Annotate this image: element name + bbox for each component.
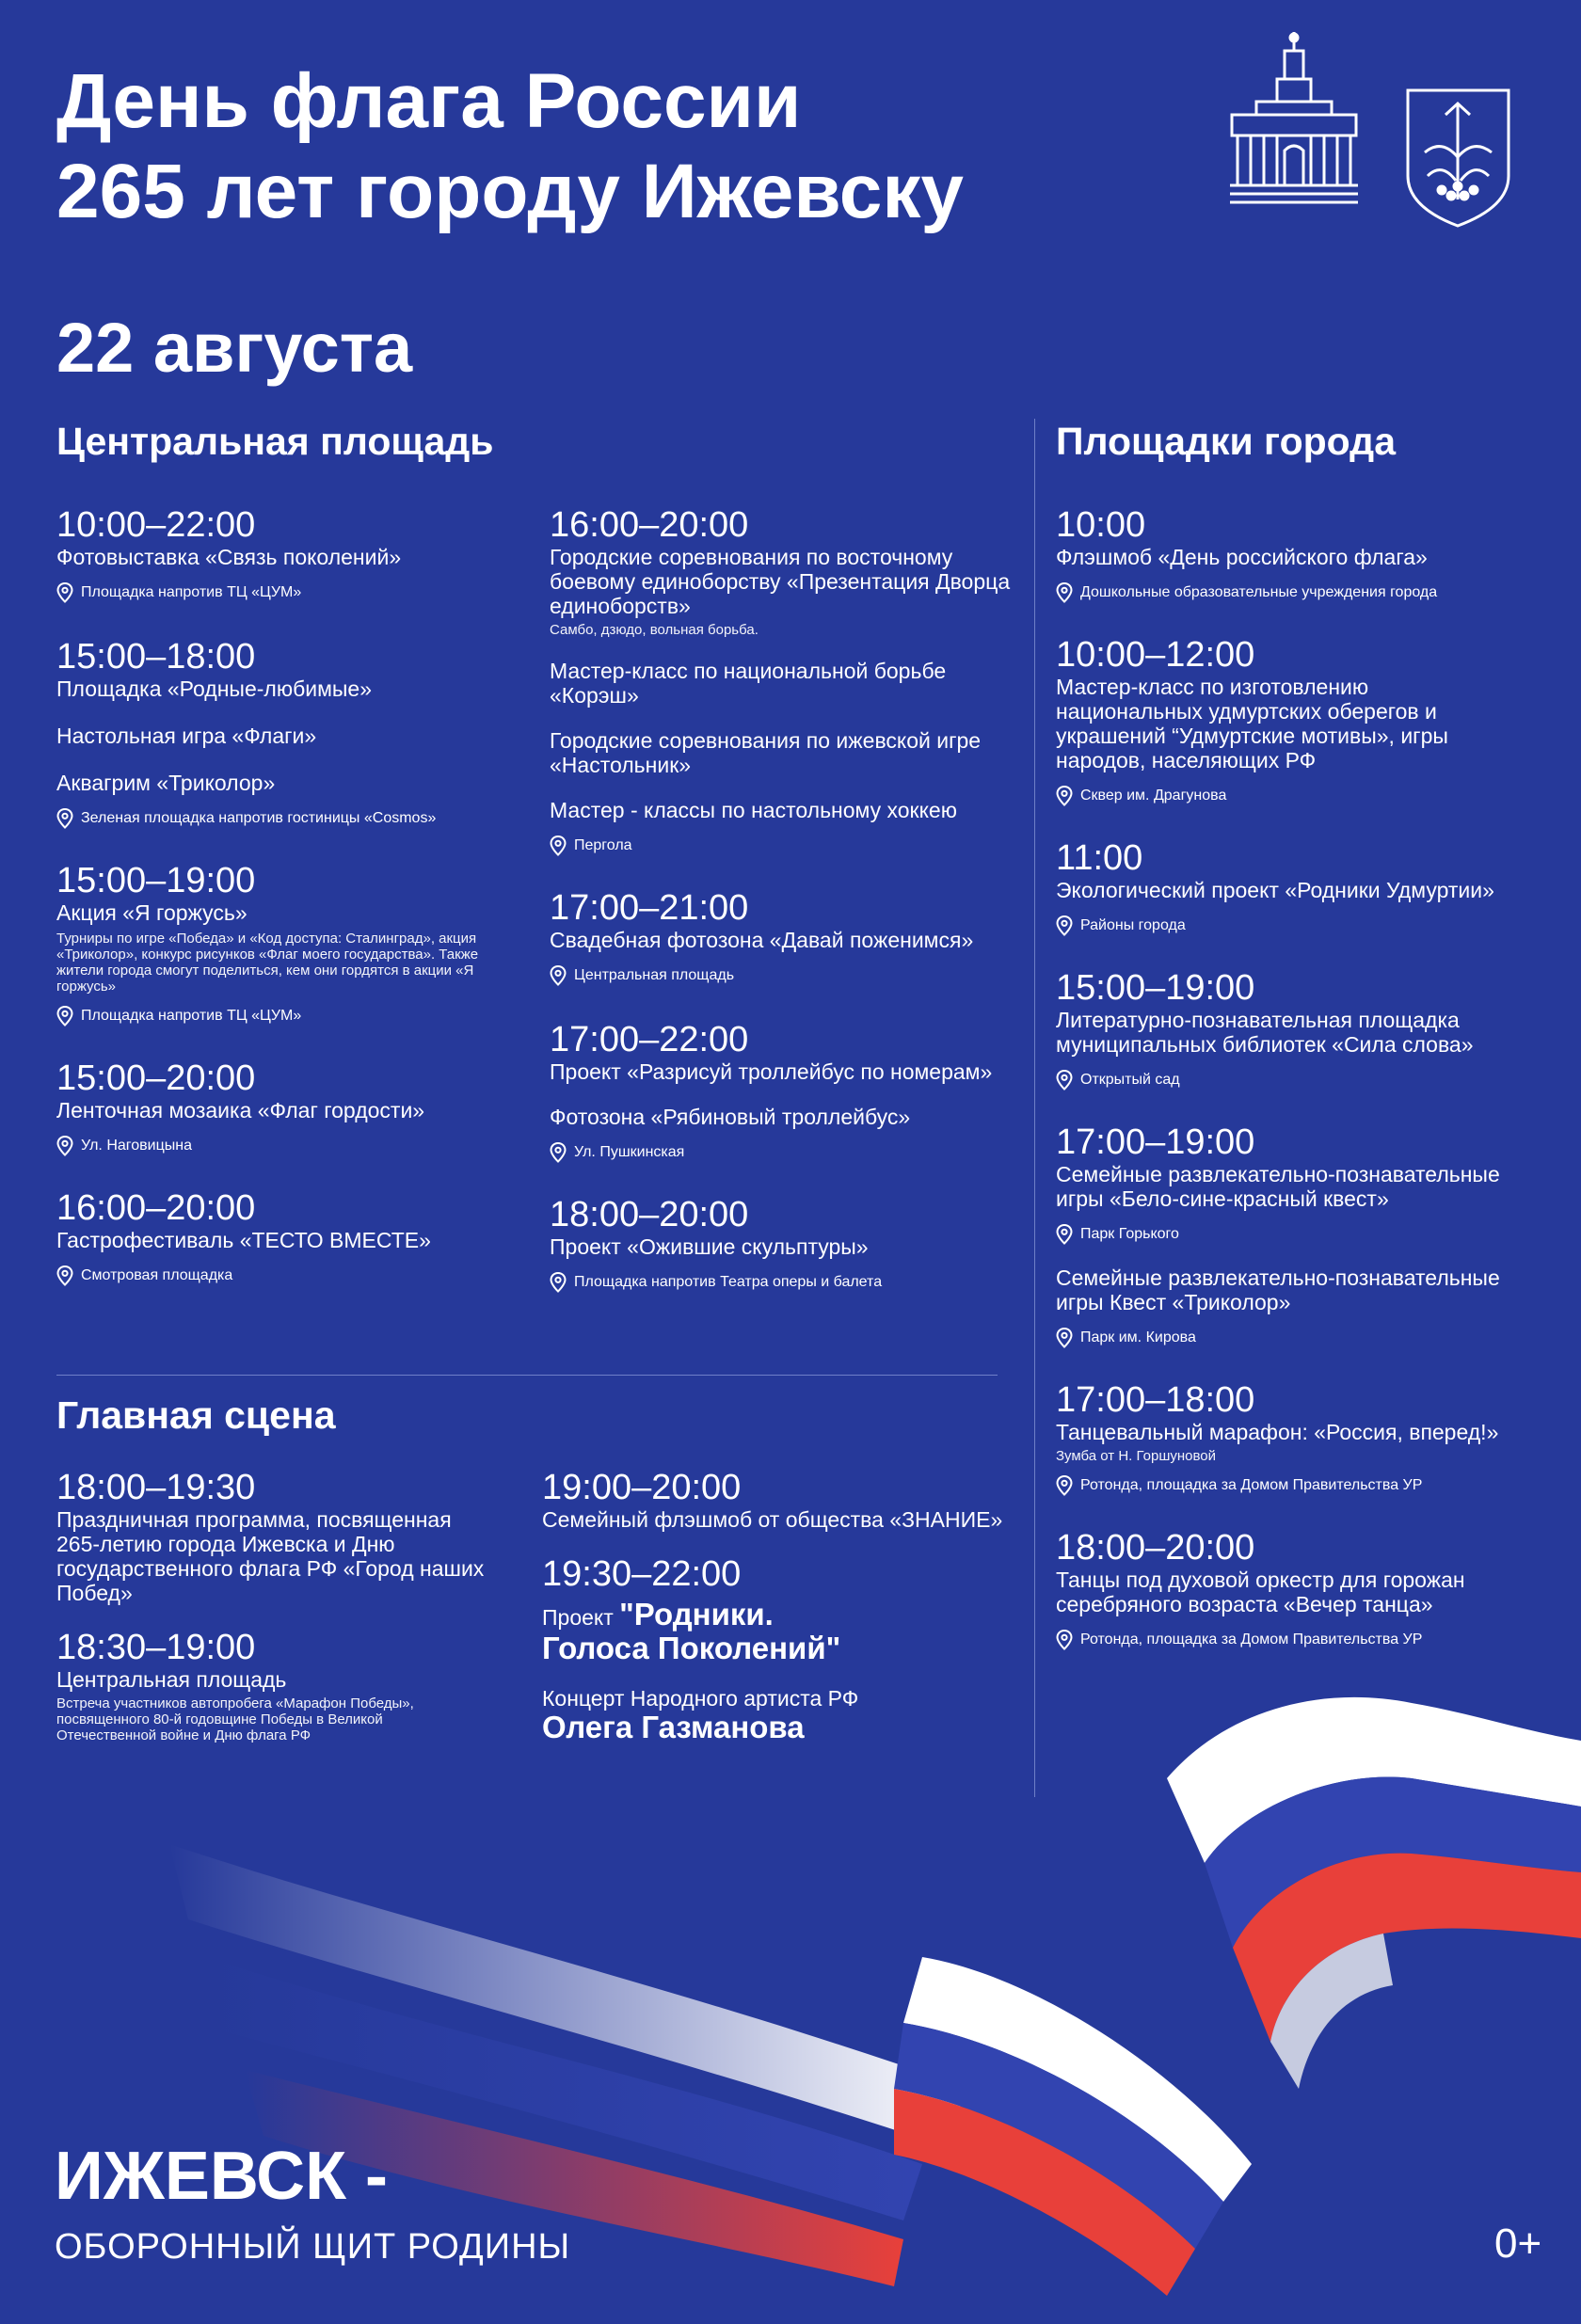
project-title xyxy=(542,1598,1013,1632)
schedule-item xyxy=(1056,968,1545,1090)
event-note: Турниры по игре «Победа» и «Код доступа: Сталинград», акция «Триколор», конкурс рисунков «Флаг моего государства». Также жители города смогут поделиться, кем они гордятся в акции «Я горжусь» xyxy=(56,931,479,995)
event-location xyxy=(1056,1630,1545,1650)
event-location xyxy=(550,965,1020,986)
event-time: 18:00–20:00 xyxy=(550,1195,749,1234)
event-location xyxy=(1056,1224,1545,1245)
location-text: Ротонда, площадка за Домом Правительства УР xyxy=(1080,1632,1423,1647)
event-note: Зумба от Н. Горшуновой xyxy=(1056,1448,1216,1464)
event-time: 10:00 xyxy=(1056,505,1146,545)
schedule-item xyxy=(56,1059,508,1156)
city-coat-of-arms-icon xyxy=(1404,87,1512,228)
event-location xyxy=(56,582,508,603)
event-title: Семейный флэшмоб от общества «ЗНАНИЕ» xyxy=(542,1507,1003,1532)
event-location xyxy=(56,1136,508,1156)
event-time: 18:30–19:00 xyxy=(56,1628,256,1667)
location-text: Пергола xyxy=(574,837,632,853)
footer-title: ИЖЕВСК - xyxy=(55,2139,389,2214)
city-venues-title: Площадки города xyxy=(1056,420,1397,463)
location-text: Площадка напротив ТЦ «ЦУМ» xyxy=(81,584,302,600)
schedule-item xyxy=(550,505,1020,856)
event-title: Мастер-класс по национальной борьбе «Корэш» xyxy=(550,659,947,708)
event-title: Семейные развлекательно-познавательные игры «Бело-сине-красный квест» xyxy=(1056,1162,1500,1211)
event-title: Ленточная мозаика «Флаг гордости» xyxy=(56,1098,425,1122)
location-pin-icon xyxy=(56,1265,73,1286)
artist-name: Олега Газманова xyxy=(542,1710,805,1744)
event-location xyxy=(56,1265,508,1286)
event-location xyxy=(1056,915,1545,936)
schedule-item xyxy=(1056,1528,1545,1650)
location-pin-icon xyxy=(550,965,567,986)
schedule-item xyxy=(1056,838,1545,936)
event-location xyxy=(1056,1475,1545,1496)
event-time: 18:00–20:00 xyxy=(1056,1528,1255,1568)
concert-text: Концерт Народного артиста РФ xyxy=(542,1686,859,1711)
schedule-item xyxy=(542,1468,1013,1532)
column-divider xyxy=(1034,419,1035,1797)
event-location xyxy=(1056,582,1545,603)
event-location xyxy=(1056,1328,1545,1348)
event-title: Мастер-класс по изготовлению национальных удмуртских оберегов и украшений “Удмуртские мотивы», игры народов, населяющих РФ xyxy=(1056,675,1448,772)
event-time: 15:00–19:00 xyxy=(1056,968,1255,1008)
title-line-2: 265 лет городу Ижевску xyxy=(56,149,964,234)
event-title: Фотовыставка «Связь поколений» xyxy=(56,545,402,569)
event-title: Городские соревнования по восточному боевому единоборству «Презентация Дворца единоборств» xyxy=(550,545,1011,618)
event-title: Танцы под духовой оркестр для горожан серебряного возраста «Вечер танца» xyxy=(1056,1568,1465,1616)
location-pin-icon xyxy=(550,1272,567,1293)
location-pin-icon xyxy=(56,808,73,829)
location-text: Ул. Пушкинская xyxy=(574,1144,685,1160)
event-title: Семейные развлекательно-познавательные игры Квест «Триколор» xyxy=(1056,1265,1500,1314)
location-pin-icon xyxy=(550,1142,567,1163)
schedule-item xyxy=(550,1195,1020,1293)
schedule-item xyxy=(56,1188,508,1286)
event-location xyxy=(56,1006,508,1027)
building-emblem-icon xyxy=(1228,30,1360,214)
city-column xyxy=(1056,505,1545,1650)
location-text: Ул. Наговицына xyxy=(81,1138,192,1154)
location-pin-icon xyxy=(1056,915,1073,936)
schedule-item xyxy=(56,861,508,1027)
schedule-item xyxy=(1056,1122,1545,1348)
event-location xyxy=(1056,786,1545,806)
schedule-item xyxy=(550,1020,1020,1163)
schedule-item xyxy=(1056,505,1545,603)
title-line-1: День флага России xyxy=(56,58,802,144)
event-location xyxy=(550,1272,1020,1293)
footer-subtitle: ОБОРОННЫЙ ЩИТ РОДИНЫ xyxy=(55,2227,571,2267)
event-title: Акция «Я горжусь» xyxy=(56,900,248,925)
location-pin-icon xyxy=(1056,1630,1073,1650)
event-time: 11:00 xyxy=(1056,838,1143,878)
event-time: 16:00–20:00 xyxy=(56,1188,256,1228)
location-pin-icon xyxy=(1056,582,1073,603)
location-text: Районы города xyxy=(1080,917,1186,933)
project-name-line2: Голоса Поколений" xyxy=(542,1631,841,1665)
event-location xyxy=(1056,1070,1545,1090)
event-time: 10:00–22:00 xyxy=(56,505,256,545)
project-name: "Родники. xyxy=(619,1597,774,1632)
event-date: 22 августа xyxy=(56,309,413,387)
location-pin-icon xyxy=(1056,1475,1073,1496)
schedule-item xyxy=(56,1468,508,1605)
location-pin-icon xyxy=(1056,1224,1073,1245)
event-location xyxy=(56,808,508,829)
event-title: Праздничная программа, посвященная 265-летию города Ижевска и Дню государственного флага РФ «Город наших Побед» xyxy=(56,1507,485,1605)
event-title: Настольная игра «Флаги» xyxy=(56,724,317,748)
location-text: Центральная площадь xyxy=(574,967,735,983)
event-time: 17:00–21:00 xyxy=(550,888,749,928)
main-stage-title: Главная сцена xyxy=(56,1393,336,1437)
age-rating-badge: 0+ xyxy=(1494,2221,1542,2267)
event-time: 15:00–19:00 xyxy=(56,861,256,900)
location-pin-icon xyxy=(56,582,73,603)
event-title: Проект «Ожившие скульптуры» xyxy=(550,1234,869,1259)
event-title: Гастрофестиваль «ТЕСТО ВМЕСТЕ» xyxy=(56,1228,431,1252)
event-location xyxy=(550,1142,1020,1163)
location-text: Дошкольные образовательные учреждения города xyxy=(1080,584,1438,600)
event-location xyxy=(550,836,1020,856)
location-pin-icon xyxy=(550,836,567,856)
event-title: Центральная площадь xyxy=(56,1667,287,1692)
location-text: Площадка напротив ТЦ «ЦУМ» xyxy=(81,1008,302,1024)
event-time: 19:00–20:00 xyxy=(542,1468,742,1507)
event-time: 17:00–18:00 xyxy=(1056,1380,1255,1420)
event-time: 15:00–18:00 xyxy=(56,637,256,677)
project-prefix: Проект xyxy=(542,1605,620,1630)
location-text: Открытый сад xyxy=(1080,1072,1180,1088)
event-time: 17:00–22:00 xyxy=(550,1020,749,1059)
event-title: Проект «Разрисуй троллейбус по номерам» xyxy=(550,1059,993,1084)
section-divider xyxy=(56,1375,998,1376)
event-note: Встреча участников автопробега «Марафон Победы», посвященного 80-й годовщине Победы в Великой Отечественной войне и Дню флага РФ xyxy=(56,1695,414,1743)
location-pin-icon xyxy=(1056,1328,1073,1348)
central-square-title: Центральная площадь xyxy=(56,420,494,463)
schedule-item xyxy=(550,888,1020,986)
event-title: Городские соревнования по ижевской игре «Настольник» xyxy=(550,728,982,777)
event-title: Свадебная фотозона «Давай поженимся» xyxy=(550,928,974,952)
location-text: Смотровая площадка xyxy=(81,1267,233,1283)
event-title: Флэшмоб «День российского флага» xyxy=(1056,545,1428,569)
event-title: Литературно-познавательная площадка муниципальных библиотек «Сила слова» xyxy=(1056,1008,1474,1057)
schedule-item xyxy=(1056,1380,1545,1496)
location-pin-icon xyxy=(1056,1070,1073,1090)
schedule-item xyxy=(56,505,508,603)
schedule-item xyxy=(56,637,508,829)
central-left-column xyxy=(56,505,508,1286)
schedule-item xyxy=(1056,635,1545,806)
location-text: Парк Горького xyxy=(1080,1226,1179,1242)
location-text: Площадка напротив Театра оперы и балета xyxy=(574,1274,883,1290)
event-time: 18:00–19:30 xyxy=(56,1468,256,1507)
location-text: Сквер им. Драгунова xyxy=(1080,788,1227,804)
location-text: Парк им. Кирова xyxy=(1080,1329,1196,1345)
event-time: 15:00–20:00 xyxy=(56,1059,256,1098)
location-pin-icon xyxy=(56,1136,73,1156)
event-time: 10:00–12:00 xyxy=(1056,635,1255,675)
event-title: Фотозона «Рябиновый троллейбус» xyxy=(550,1105,911,1129)
event-title: Аквагрим «Триколор» xyxy=(56,771,276,795)
event-time: 17:00–19:00 xyxy=(1056,1122,1255,1162)
event-note: Самбо, дзюдо, вольная борьба. xyxy=(550,622,759,638)
location-text: Зеленая площадка напротив гостиницы «Cosmos» xyxy=(81,810,437,826)
event-time: 16:00–20:00 xyxy=(550,505,749,545)
event-title: Мастер - классы по настольному хоккею xyxy=(550,798,957,822)
location-pin-icon xyxy=(1056,786,1073,806)
event-time: 19:30–22:00 xyxy=(542,1554,742,1594)
location-text: Ротонда, площадка за Домом Правительства УР xyxy=(1080,1477,1423,1493)
page-title xyxy=(56,56,964,237)
central-right-column xyxy=(550,505,1020,1293)
event-title: Танцевальный марафон: «Россия, вперед!» xyxy=(1056,1420,1499,1444)
location-pin-icon xyxy=(56,1006,73,1027)
event-title: Экологический проект «Родники Удмуртии» xyxy=(1056,878,1494,902)
event-title: Площадка «Родные-любимые» xyxy=(56,677,373,701)
